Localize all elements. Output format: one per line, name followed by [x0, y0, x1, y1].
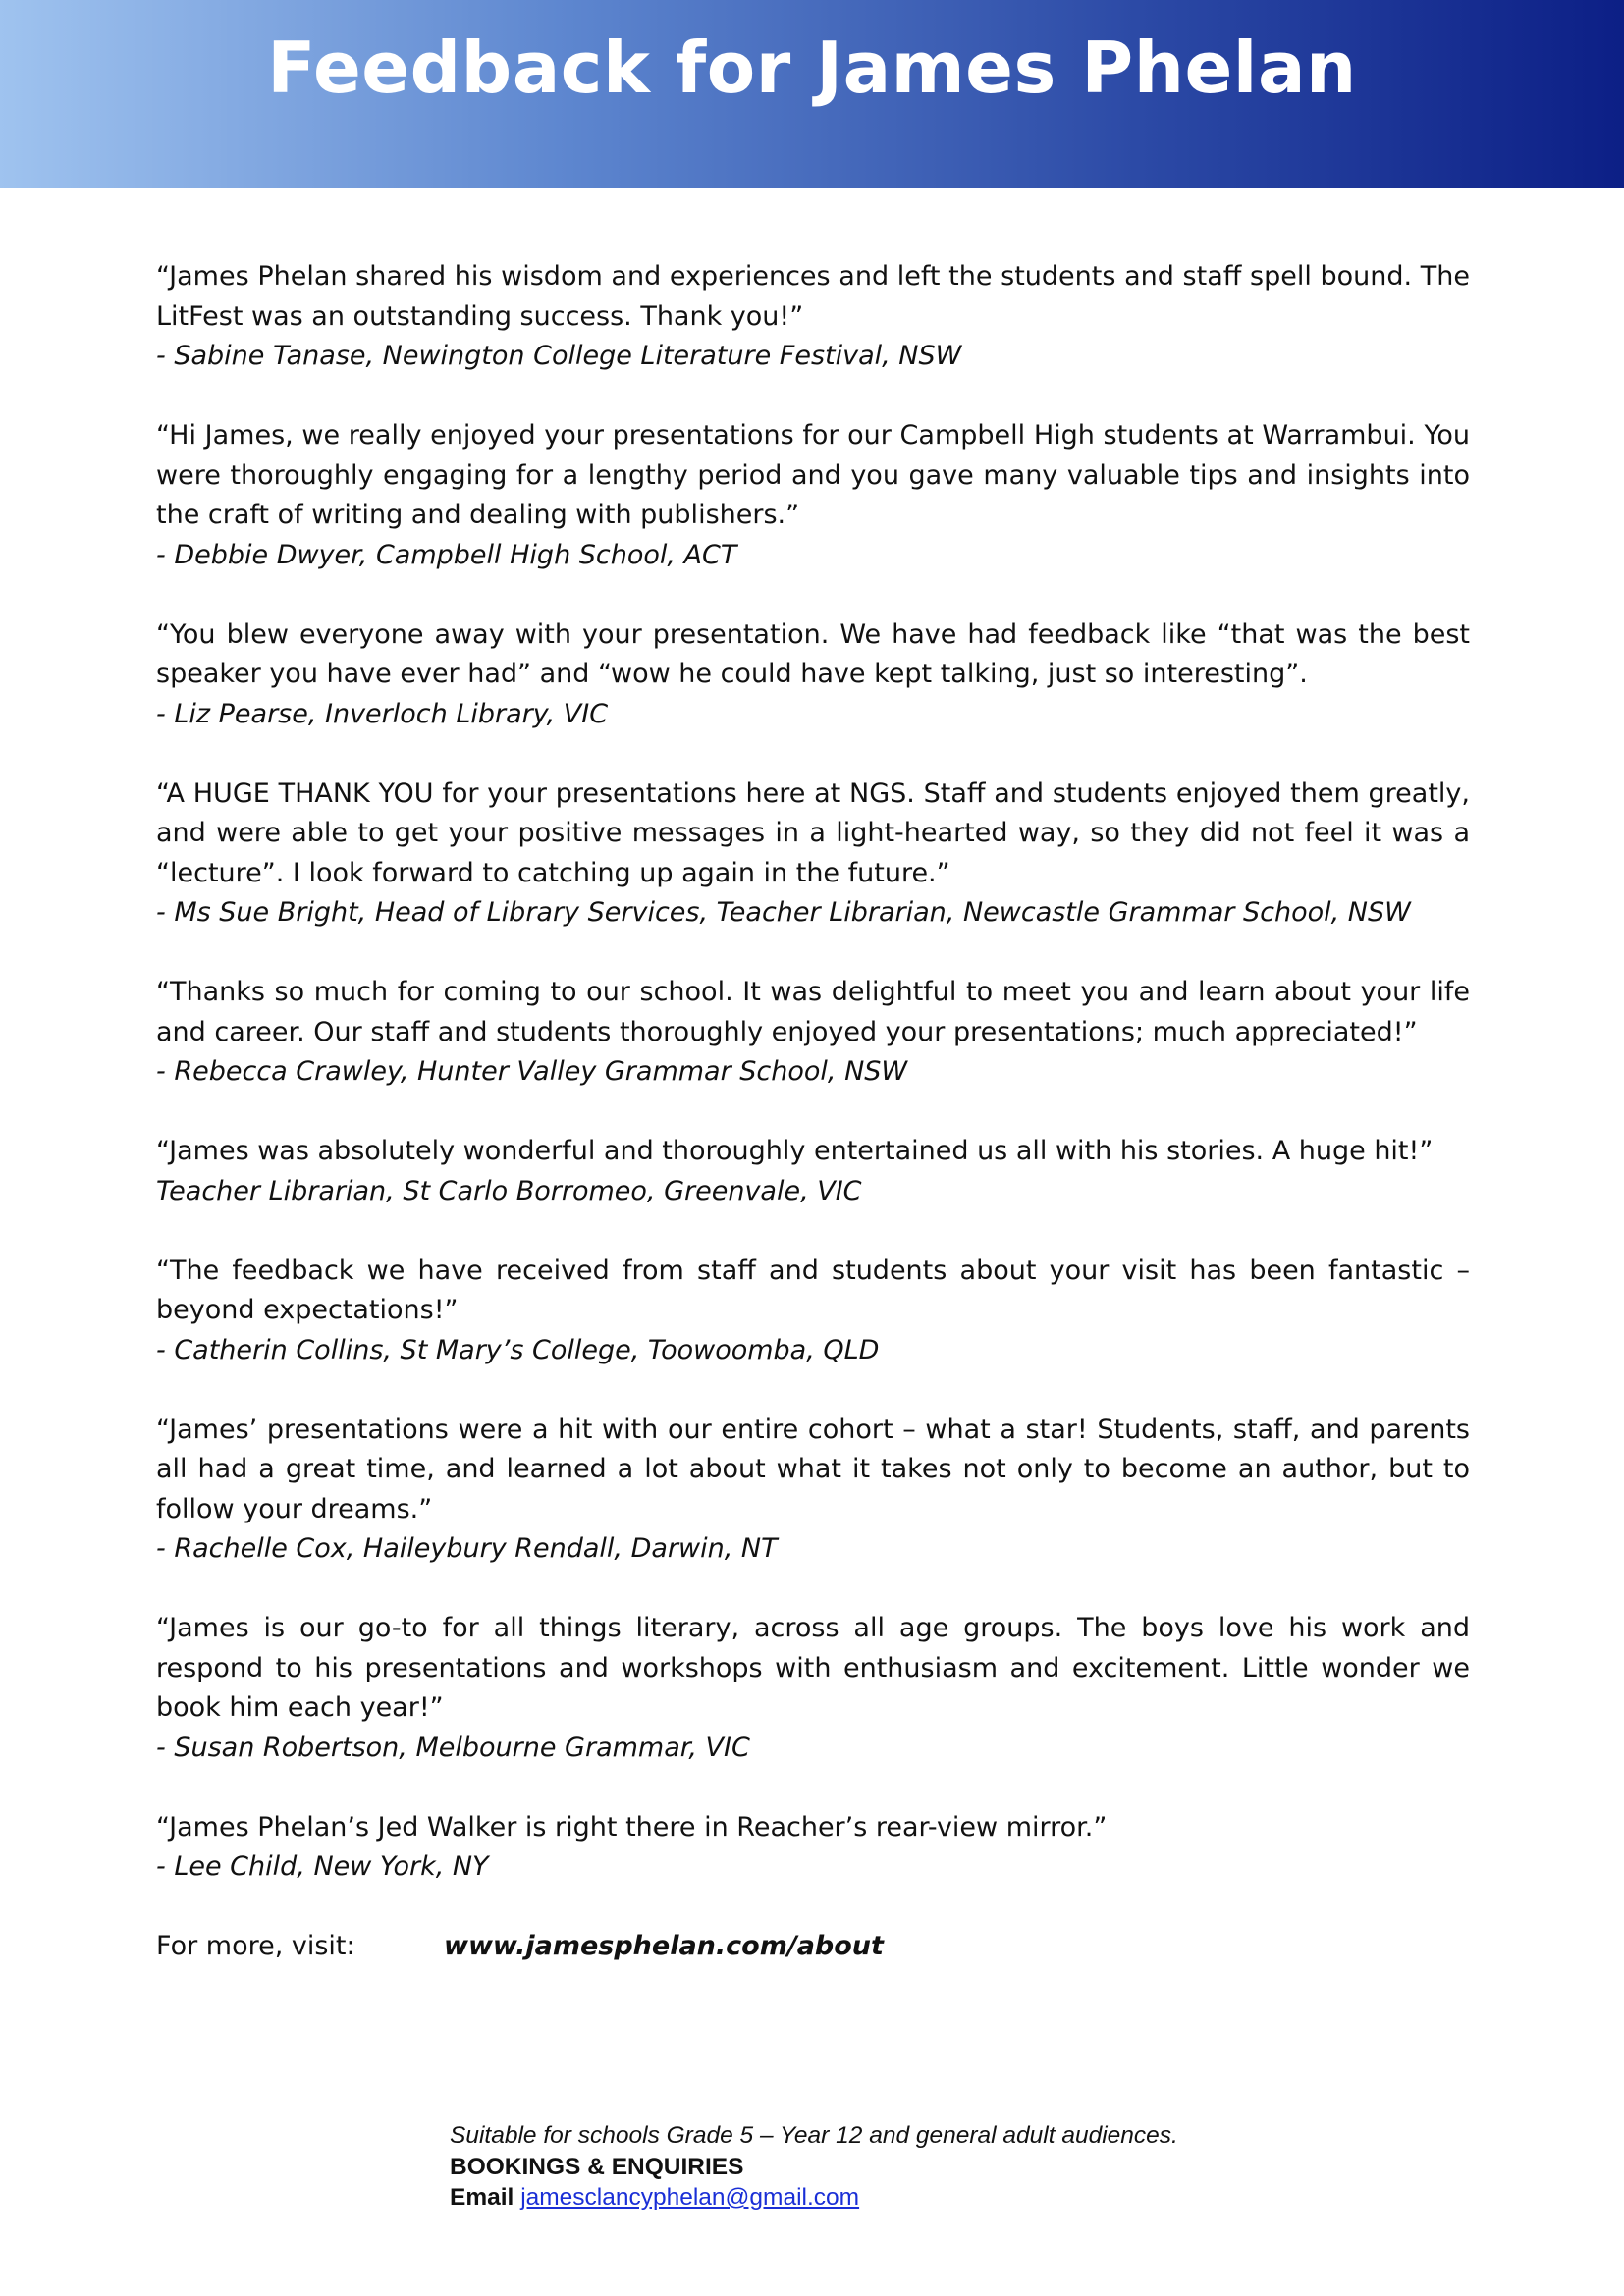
testimonial-attribution: - Liz Pearse, Inverloch Library, VIC — [156, 698, 609, 729]
testimonial — [156, 1411, 1470, 1570]
email-label: Email — [450, 2184, 514, 2211]
testimonial-quote: “James Phelan shared his wisdom and experiences and left the students and staff spell bound. The LitFest was an outstanding success. Thank you!” — [156, 261, 1470, 332]
header-banner — [0, 0, 1624, 188]
testimonial — [156, 973, 1470, 1093]
bookings-heading: BOOKINGS & ENQUIRIES — [450, 2153, 744, 2180]
page-title: Feedback for James Phelan — [267, 27, 1357, 109]
testimonial — [156, 1132, 1470, 1211]
testimonial — [156, 774, 1470, 934]
testimonial-attribution: - Catherin Collins, St Mary’s College, Toowoomba, QLD — [156, 1334, 880, 1365]
testimonial — [156, 257, 1470, 377]
testimonial-quote: “James’ presentations were a hit with our entire cohort – what a star! Students, staff, and parents all had a great time, and learned a lot about what it takes not only to become an author, but to follow your dreams.” — [156, 1414, 1470, 1524]
testimonial — [156, 416, 1470, 575]
testimonial-attribution: - Rachelle Cox, Haileybury Rendall, Darwin, NT — [156, 1533, 778, 1564]
testimonial-attribution: - Rebecca Crawley, Hunter Valley Grammar School, NSW — [156, 1056, 908, 1087]
testimonial-quote: “James was absolutely wonderful and thoroughly entertained us all with his stories. A huge hit!” — [156, 1136, 1434, 1166]
testimonials-section — [156, 257, 1470, 1967]
testimonial-quote: “You blew everyone away with your presentation. We have had feedback like “that was the best speaker you have ever had” and “wow he could have kept talking, just so interesting”. — [156, 618, 1470, 689]
testimonial-quote: “James Phelan’s Jed Walker is right there in Reacher’s rear-view mirror.” — [156, 1811, 1108, 1842]
testimonial — [156, 1609, 1470, 1768]
testimonial-quote: “Hi James, we really enjoyed your presentations for our Campbell High students at Warrambui. You were thoroughly engaging for a lengthy period and you gave many valuable tips and insights into the craft of writing and dealing with publishers.” — [156, 420, 1470, 530]
testimonial-attribution: - Debbie Dwyer, Campbell High School, ACT — [156, 539, 737, 570]
testimonial — [156, 1252, 1470, 1371]
audience-note: Suitable for schools Grade 5 – Year 12 and general adult audiences. — [450, 2122, 1178, 2149]
testimonial-attribution: - Lee Child, New York, NY — [156, 1851, 489, 1882]
email-line — [450, 2182, 1333, 2214]
testimonial — [156, 1808, 1470, 1888]
more-info-label: For more, visit: — [156, 1931, 355, 1961]
email-link[interactable]: jamesclancyphelan@gmail.com — [520, 2184, 860, 2211]
testimonial — [156, 615, 1470, 735]
testimonial-quote: “A HUGE THANK YOU for your presentations here at NGS. Staff and students enjoyed them greatly, and were able to get your positive messages in a light-hearted way, so they did not feel it was a “lecture”. I look forward to catching up again in the future.” — [156, 777, 1470, 888]
more-info-line — [156, 1927, 1470, 1967]
testimonial-quote: “The feedback we have received from staff and students about your visit has been fantastic – beyond expectations!” — [156, 1255, 1470, 1325]
website-link[interactable]: www.jamesphelan.com/about — [444, 1931, 884, 1961]
testimonial-attribution: - Sabine Tanase, Newington College Literature Festival, NSW — [156, 341, 962, 371]
testimonial-quote: “Thanks so much for coming to our school. It was delightful to meet you and learn about your life and career. Our staff and students thoroughly enjoyed your presentations; much appreciated!” — [156, 977, 1470, 1047]
testimonial-attribution: Teacher Librarian, St Carlo Borromeo, Greenvale, VIC — [156, 1175, 862, 1206]
testimonial-attribution: - Ms Sue Bright, Head of Library Services, Teacher Librarian, Newcastle Grammar School, NSW — [156, 897, 1411, 928]
testimonial-quote: “James is our go-to for all things literary, across all age groups. The boys love his work and respond to his presentations and workshops with enthusiasm and excitement. Little wonder we book him each year!” — [156, 1613, 1470, 1723]
footer — [450, 2120, 1333, 2214]
testimonial-attribution: - Susan Robertson, Melbourne Grammar, VIC — [156, 1732, 750, 1763]
